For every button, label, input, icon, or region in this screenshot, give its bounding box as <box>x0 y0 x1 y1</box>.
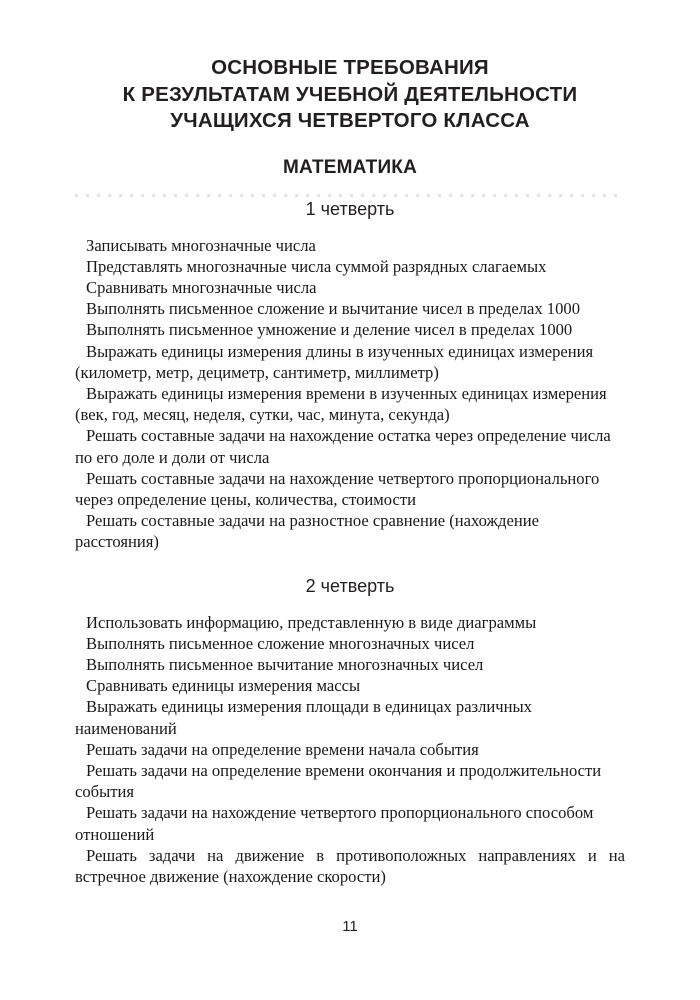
requirement-item: Решать составные задачи на разностное сравнение (нахождение расстояния) <box>75 511 539 552</box>
requirement-item: Решать составные задачи на нахождение четвертого пропорционального через определение цены, количества, стоимости <box>75 468 600 509</box>
document-title-line-1: ОСНОВНЫЕ ТРЕБОВАНИЯ <box>211 56 489 79</box>
document-title-line-3: УЧАЩИХСЯ ЧЕТВЕРТОГО КЛАССА <box>170 109 530 132</box>
requirement-item: Решать задачи на определение времени окончания и продолжительности события <box>75 760 602 802</box>
requirement-item: Выражать единицы измерения длины в изученных единицах измерения (километр, метр, дециметр, сантиметр, миллиметр) <box>75 341 594 382</box>
requirement-item: Сравнивать единицы измерения массы <box>86 676 361 696</box>
requirement-item: Решать задачи на нахождение четвертого пропорционального способом отношений <box>75 803 594 844</box>
section-quarter-2 <box>75 575 625 888</box>
document-title-line-2: К РЕЗУЛЬТАТАМ УЧЕБНОЙ ДЕЯТЕЛЬНОСТИ <box>122 82 578 106</box>
subject-title: МАТЕМАТИКА <box>282 156 418 178</box>
requirement-item: Решать задачи на определение времени начала события <box>86 739 479 759</box>
section-quarter-1 <box>75 198 625 553</box>
section-heading-quarter-2: 2 четверть <box>305 575 395 596</box>
requirement-item: Выполнять письменное вычитание многозначных чисел <box>86 654 484 674</box>
requirement-item: Выполнять письменное сложение и вычитание чисел в пределах 1000 <box>86 299 580 319</box>
document-title-block <box>75 0 625 180</box>
requirement-item: Выражать единицы измерения времени в изученных единицах измерения (век, год, месяц, неделя, сутки, час, минута, секунда) <box>75 383 607 425</box>
requirement-item: Выражать единицы измерения площади в единицах различных наименований <box>75 697 532 738</box>
page-content <box>75 0 625 887</box>
requirement-item: Решать составные задачи на нахождение остатка через определение числа по его доле и доли от числа <box>75 426 611 467</box>
requirements-list-quarter-2 <box>75 612 625 888</box>
requirement-item: Использовать информацию, представленную в виде диаграммы <box>86 612 537 632</box>
requirement-item: Сравнивать многозначные числа <box>86 277 317 297</box>
requirement-item: Записывать многозначные числа <box>86 235 316 255</box>
requirement-item: Выполнять письменное умножение и деление чисел в пределах 1000 <box>86 320 573 340</box>
requirement-item: Представлять многозначные числа суммой разрядных слагаемых <box>86 256 547 276</box>
page-number: 11 <box>342 918 358 935</box>
requirement-item: Решать задачи на движение в противоположных направлениях и на встречное движение (нахождение скорости) <box>75 845 625 886</box>
section-heading-quarter-1: 1 четверть <box>305 198 395 219</box>
requirement-item: Выполнять письменное сложение многозначных чисел <box>86 633 475 653</box>
requirements-list-quarter-1 <box>75 235 625 553</box>
